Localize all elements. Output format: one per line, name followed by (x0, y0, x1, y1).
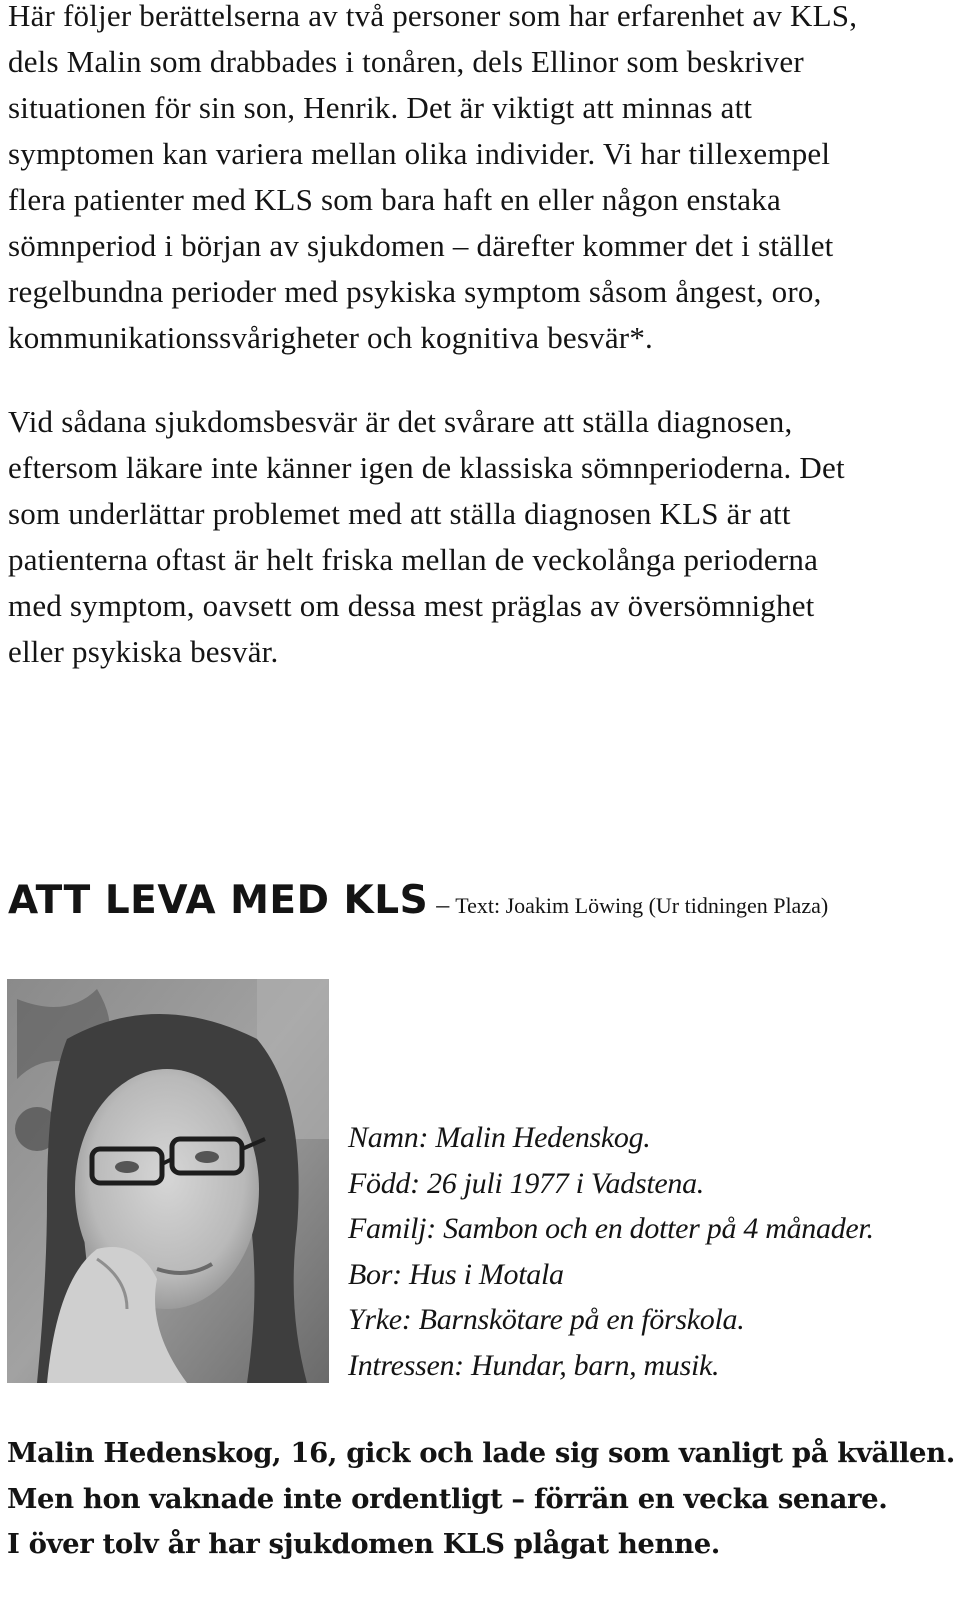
portrait-photo (7, 979, 329, 1383)
text-line: flera patienter med KLS som bara haft en eller någon enstaka (8, 182, 781, 217)
lead-line: Malin Hedenskog, 16, gick och lade sig som vanligt på kvällen. (7, 1437, 955, 1469)
lead-line: Men hon vaknade inte ordentligt – förrän en vecka senare. (7, 1482, 888, 1515)
text-line: som underlättar problemet med att ställa diagnosen KLS är att (8, 496, 791, 531)
fact-born: Född: 26 juli 1977 i Vadstena. (348, 1166, 704, 1200)
section-heading (8, 878, 953, 938)
text-line: sömnperiod i början av sjukdomen – därefter kommer det i stället (8, 228, 834, 263)
text-line: med symptom, oavsett om dessa mest präglas av översömnighet (8, 588, 815, 623)
text-line: eftersom läkare inte känner igen de klassiska sömnperioderna. Det (8, 450, 845, 485)
text-line: dels Malin som drabbades i tonåren, dels Ellinor som beskriver (8, 44, 804, 79)
text-line: symptomen kan variera mellan olika individer. Vi har tillexempel (8, 136, 831, 171)
intro-paragraph (8, 0, 953, 361)
text-line: regelbundna perioder med psykiska symptom såsom ångest, oro, (8, 274, 822, 309)
text-line: kommunikationssvårigheter och kognitiva besvär*. (8, 320, 653, 355)
text-line: situationen för sin son, Henrik. Det är viktigt att minnas att (8, 90, 753, 125)
text-line: Vid sådana sjukdomsbesvär är det svårare att ställa diagnosen, (8, 404, 793, 439)
fact-name: Namn: Malin Hedenskog. (348, 1121, 651, 1154)
lead-line: I över tolv år har sjukdomen KLS plågat henne. (7, 1528, 720, 1560)
byline: Text: Joakim Löwing (Ur tidningen Plaza) (455, 893, 829, 918)
text-line: eller psykiska besvär. (8, 634, 279, 669)
fact-job: Yrke: Barnskötare på en förskola. (348, 1303, 745, 1336)
fact-lives: Bor: Hus i Motala (348, 1257, 564, 1291)
diagnosis-paragraph (8, 399, 953, 675)
text-line: Här följer berättelserna av två personer som har erfarenhet av KLS, (8, 0, 858, 33)
section-title: ATT LEVA MED KLS (8, 878, 429, 923)
profile-facts (348, 1115, 948, 1388)
title-dash: – (436, 890, 450, 919)
lead-text (7, 1431, 957, 1568)
text-line: patienterna oftast är helt friska mellan de veckolånga perioderna (8, 542, 819, 577)
fact-interests: Intressen: Hundar, barn, musik. (348, 1348, 720, 1382)
fact-family: Familj: Sambon och en dotter på 4 månader. (348, 1212, 874, 1245)
